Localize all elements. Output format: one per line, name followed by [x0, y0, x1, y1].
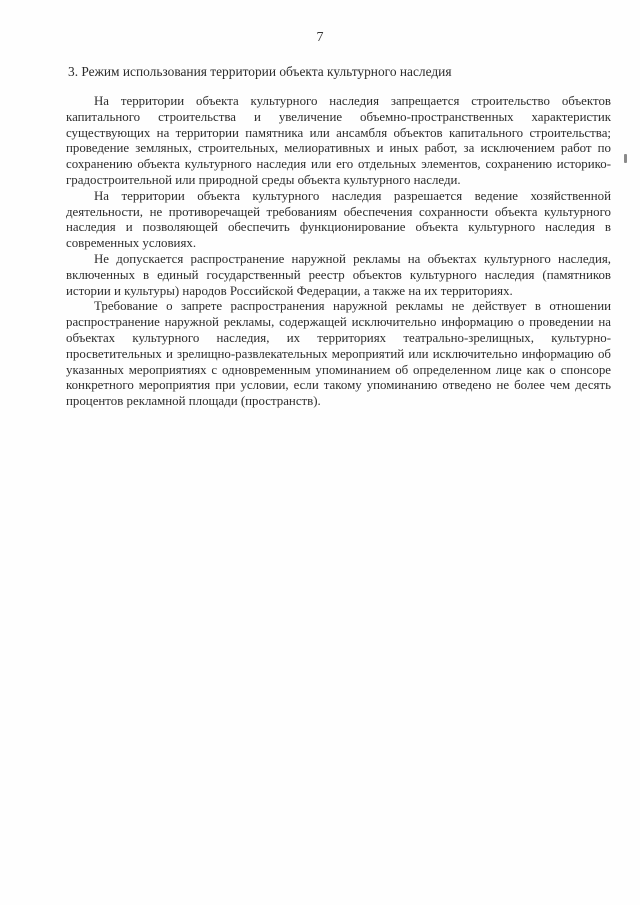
section-heading: 3. Режим использования территории объекта культурного наследия [68, 64, 452, 79]
paragraph-economic-activity: На территории объекта культурного наследия разрешается ведение хозяйственной деятельности, не противоречащей требованиям обеспечения сохранности объекта культурного наследия и позволяющей обеспечить функционирование объекта культурного наследия в современных условиях. [66, 188, 611, 251]
margin-mark [624, 154, 627, 163]
body-text [66, 94, 611, 410]
paragraph-advertising-ban: Не допускается распространение наружной рекламы на объектах культурного наследия, включенных в единый государственный реестр объектов культурного наследия (памятников истории и культуры) народов Российской Федерации, а также на их территориях. [66, 251, 611, 298]
paragraph-construction-ban: На территории объекта культурного наследия запрещается строительство объектов капитального строительства и увеличение объемно-пространственных характеристик существующих на территории памятника или ансамбля объектов капитального строительства; проведение земляных, строительных, мелиоративных и иных работ, за исключением работ по сохранению объекта культурного наследия или его отдельных элементов, сохранению историко-градостроительной или природной среды объекта культурного наследи. [66, 94, 611, 187]
paragraph-advertising-exception: Требование о запрете распространения наружной рекламы не действует в отношении распространение наружной рекламы, содержащей исключительно информацию о проведении на объектах культурного наследия, их территориях театрально-зрелищных, культурно-просветительных и зрелищно-развлекательных мероприятий или исключительно информацию об указанных мероприятиях с одновременным упоминанием об определенном лице как о спонсоре конкретного мероприятия при условии, если такому упоминанию отведено не более чем десять процентов рекламной площади (пространств). [66, 299, 611, 409]
page-number: 7 [316, 30, 324, 45]
